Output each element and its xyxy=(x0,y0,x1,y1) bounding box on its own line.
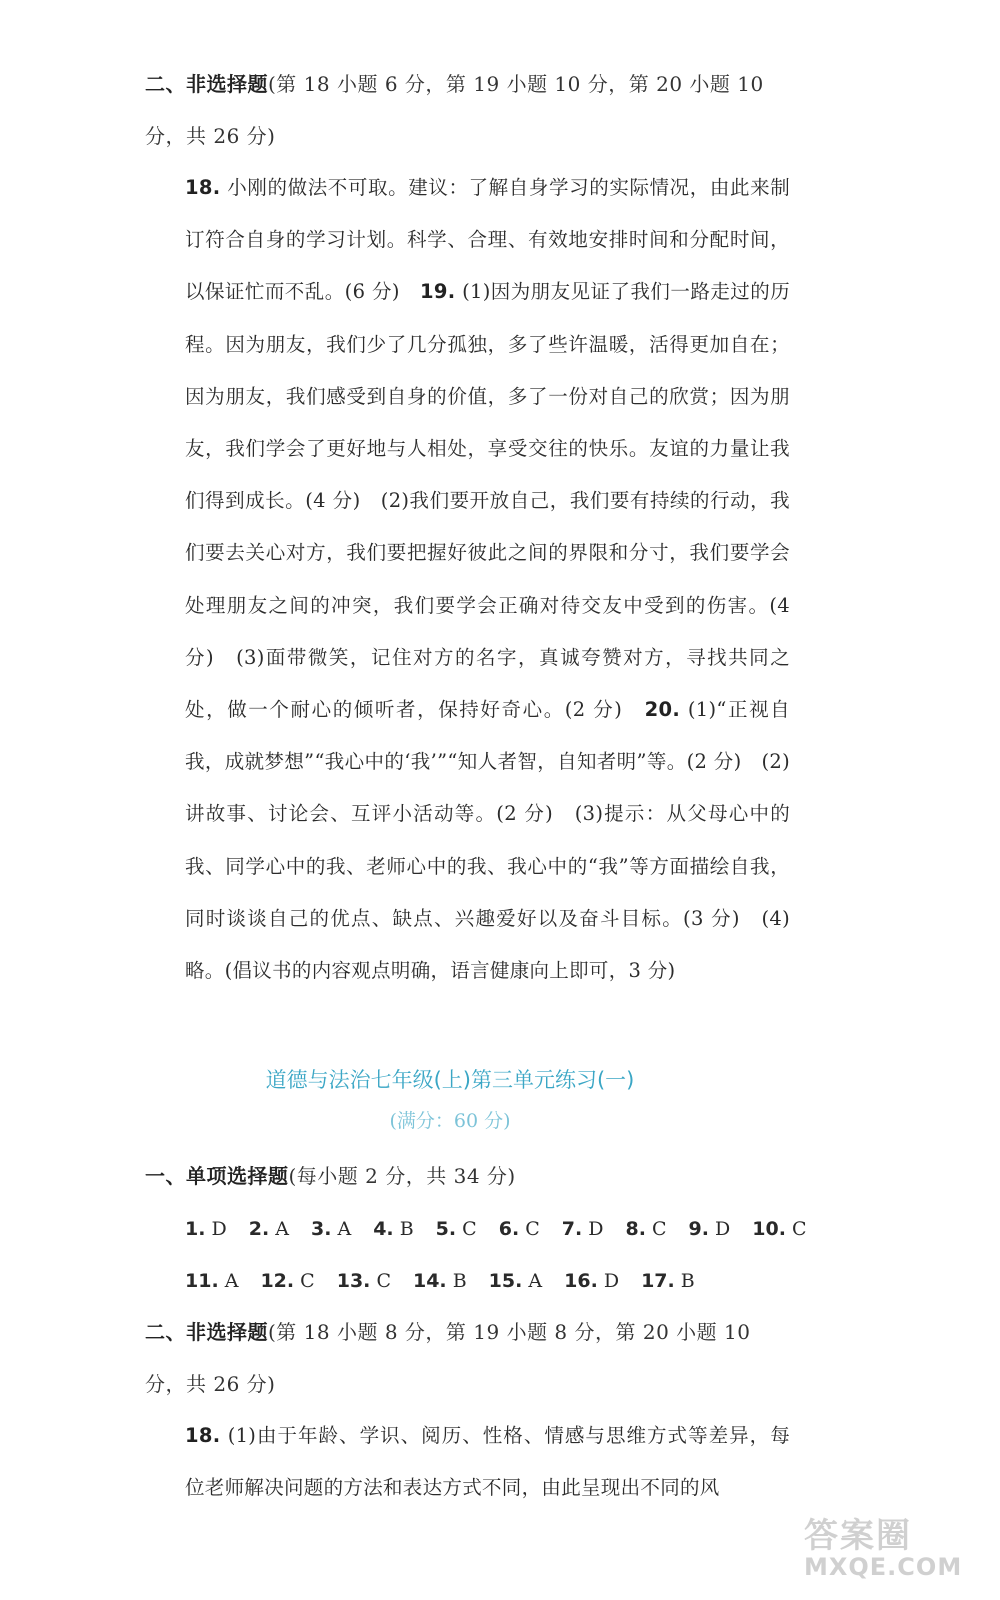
question-number-18: 18. xyxy=(185,1424,221,1447)
site-watermark xyxy=(804,1518,972,1582)
section-heading-label: 二、非选择题 xyxy=(145,72,268,96)
choice-answer-letter: B xyxy=(680,1270,695,1292)
choice-question-number: 13. xyxy=(336,1270,371,1292)
section-heading-label: 一、单项选择题 xyxy=(145,1164,289,1188)
choice-answer-letter: D xyxy=(603,1270,620,1292)
choice-answer-letter: C xyxy=(376,1270,391,1292)
choice-question-number: 4. xyxy=(373,1218,394,1240)
choice-answer-letter: C xyxy=(652,1218,667,1240)
choice-answer-letter: A xyxy=(275,1218,289,1240)
section-heading-nonchoice-1 xyxy=(145,58,795,162)
choice-answer-letter: A xyxy=(528,1270,543,1292)
choice-answer-item xyxy=(337,1266,391,1296)
answer-text-18: 小刚的做法不可取。建议：了解自身学习的实际情况，由此来制订符合自身的学习计划。科学、合理、有效地安排时间和分配时间，以保证忙而不乱。(6 分) xyxy=(185,176,790,304)
watermark-url: MXQE.COM xyxy=(804,1553,963,1581)
answer-text-19: (1)因为朋友见证了我们一路走过的历程。因为朋友，我们少了几分孤独，多了些许温暖，活得更加自在；因为朋友，我们感受到自身的价值，多了一份对自己的欣赏；因为朋友，我们学会了更好地与人相处，享受交往的快乐。友谊的力量让我们得到成长。(4 分) (2)我们要开放自己，我们要有持续的行动，我们要去关心对方，我们要把握好彼此之间的界限和分寸，我们要学会处理朋友之间的冲突，我们要学会正确对待交友中受到的伤害。(4 分) (3)面带微笑，记住对方的名字，真诚夸赞对方，寻找共同之处，做一个耐心的倾听者，保持好奇心。(2 分) xyxy=(185,280,790,722)
choice-answer-item xyxy=(641,1266,695,1296)
choice-answer-letter: D xyxy=(211,1218,227,1240)
answer-row-1 xyxy=(185,1214,829,1244)
choice-question-number: 3. xyxy=(310,1218,332,1240)
section-heading-subtitle: (第 18 小题 8 分，第 19 小题 8 分，第 20 小题 10 分，共 26 分) xyxy=(145,1320,751,1396)
section-heading-choice xyxy=(145,1150,795,1202)
choice-answer-letter: C xyxy=(525,1218,540,1240)
choice-question-number: 15. xyxy=(488,1270,523,1292)
watermark-logo-text: 答案圈 xyxy=(804,1516,912,1556)
choice-question-number: 7. xyxy=(561,1218,583,1240)
choice-answer-letter: C xyxy=(300,1270,315,1292)
answers-paragraph-1 xyxy=(185,162,790,997)
answer-text-18: (1)由于年龄、学识、阅历、性格、情感与思维方式等差异，每位老师解决问题的方法和表达方式不同，由此呈现出不同的风 xyxy=(185,1424,790,1500)
choice-answer-item xyxy=(689,1214,731,1244)
choice-answer-letter: D xyxy=(588,1218,604,1240)
choice-question-number: 10. xyxy=(752,1218,786,1240)
choice-question-number: 16. xyxy=(564,1270,598,1292)
choice-question-number: 1. xyxy=(185,1218,206,1240)
choice-question-number: 8. xyxy=(625,1218,646,1240)
answer-row-2 xyxy=(185,1266,717,1296)
choice-question-number: 14. xyxy=(412,1270,447,1292)
choice-answer-item xyxy=(564,1266,619,1296)
choice-answer-letter: A xyxy=(337,1218,352,1240)
choice-question-number: 2. xyxy=(248,1218,270,1240)
choice-answer-item xyxy=(413,1266,467,1296)
question-number-20: 20. xyxy=(644,698,681,722)
section-heading-subtitle: (每小题 2 分，共 34 分) xyxy=(288,1164,516,1188)
answer-text-20: (1)“正视自我，成就梦想”“我心中的‘我’”“知人者智，自知者明”等。(2 分) (2)讲故事、讨论会、互评小活动等。(2 分) (3)提示：从父母心中的我、同学心中的我、老师心中的我、我心中的“我”等方面描绘自我，同时谈谈自己的优点、缺点、兴趣爱好以及奋斗目标。(3 分) (4)略。(倡议书的内容观点明确，语言健康向上即可，3 分) xyxy=(185,698,790,983)
choice-answer-item xyxy=(185,1266,238,1296)
choice-answer-item xyxy=(373,1214,413,1244)
choice-answer-item xyxy=(311,1214,351,1244)
question-number-18: 18. xyxy=(185,176,221,199)
choice-answer-item xyxy=(626,1214,667,1244)
question-number-19: 19. xyxy=(419,280,456,304)
choice-question-number: 9. xyxy=(688,1218,709,1240)
unit-title: 道德与法治七年级(上)第三单元练习(一) xyxy=(265,1068,635,1092)
choice-answer-letter: C xyxy=(792,1218,807,1240)
choice-answer-item xyxy=(436,1214,477,1244)
choice-answer-letter: B xyxy=(399,1218,414,1240)
choice-answer-item xyxy=(499,1214,540,1244)
choice-answer-letter: A xyxy=(224,1270,239,1292)
choice-answer-letter: D xyxy=(715,1218,731,1240)
section-heading-label: 二、非选择题 xyxy=(145,1320,268,1344)
choice-answer-letter: B xyxy=(452,1270,467,1292)
choice-answer-letter: C xyxy=(462,1218,477,1240)
choice-question-number: 11. xyxy=(185,1270,219,1292)
choice-question-number: 6. xyxy=(498,1218,520,1240)
choice-question-number: 17. xyxy=(641,1270,675,1292)
section-heading-subtitle: (第 18 小题 6 分，第 19 小题 10 分，第 20 小题 10 分，共 26 分) xyxy=(145,72,764,148)
section-heading-nonchoice-2 xyxy=(145,1306,795,1410)
answers-paragraph-2 xyxy=(185,1410,790,1514)
choice-answer-item xyxy=(752,1214,806,1244)
choice-answer-item xyxy=(249,1214,289,1244)
choice-question-number: 12. xyxy=(260,1270,295,1292)
unit-score: (满分：60 分) xyxy=(389,1110,511,1132)
choice-answer-item xyxy=(489,1266,542,1296)
choice-answer-item xyxy=(185,1214,227,1244)
choice-answer-item xyxy=(260,1266,314,1296)
choice-answer-item xyxy=(562,1214,604,1244)
choice-question-number: 5. xyxy=(435,1218,457,1240)
